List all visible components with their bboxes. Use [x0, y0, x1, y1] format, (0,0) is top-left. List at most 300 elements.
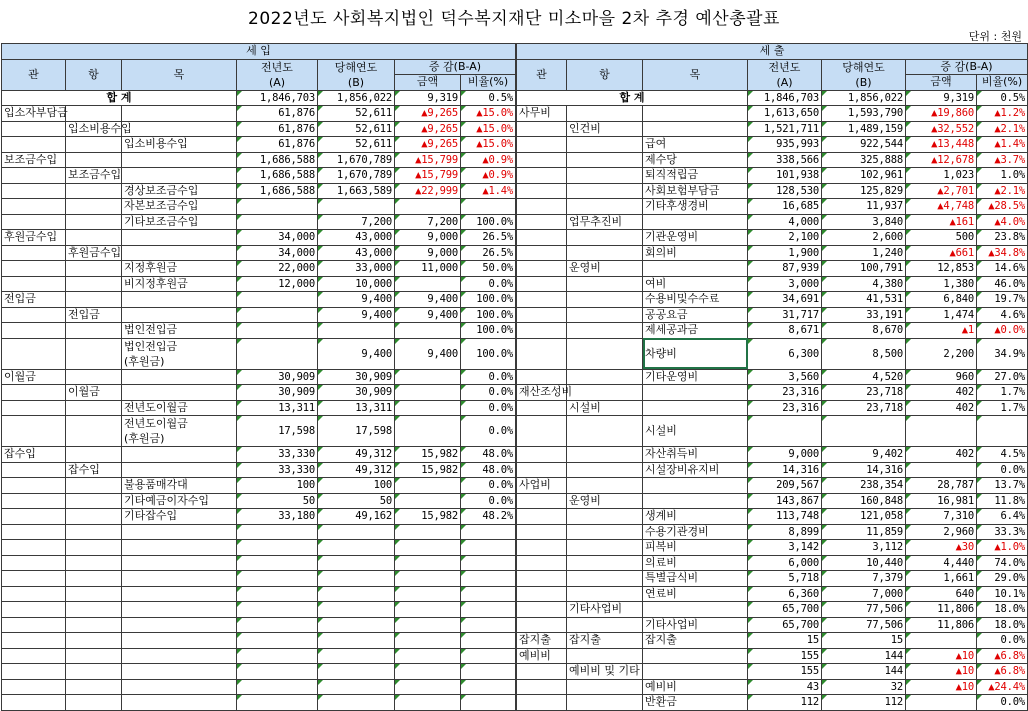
gwan-cell[interactable]	[2, 555, 66, 571]
mok-cell[interactable]: 입소비용수입	[122, 137, 237, 153]
curr-year-cell[interactable]	[318, 323, 395, 339]
prev-year-cell[interactable]	[237, 617, 318, 633]
hang-cell[interactable]	[567, 230, 643, 246]
gwan-cell[interactable]	[517, 183, 567, 199]
hang-cell[interactable]	[66, 617, 122, 633]
mok-cell[interactable]	[643, 664, 748, 680]
change-amount-cell[interactable]	[395, 493, 461, 509]
change-amount-cell[interactable]	[395, 400, 461, 416]
prev-year-cell[interactable]: 6,300	[748, 338, 822, 369]
curr-year-cell[interactable]: 30,909	[318, 369, 395, 385]
change-ratio-cell[interactable]: 100.0%	[461, 214, 516, 230]
curr-year-cell[interactable]: 9,400	[318, 292, 395, 308]
change-ratio-cell[interactable]: 11.8%	[977, 493, 1028, 509]
change-ratio-cell[interactable]: ▲34.8%	[977, 245, 1028, 261]
change-ratio-cell[interactable]: ▲6.8%	[977, 664, 1028, 680]
prev-year-cell[interactable]	[237, 540, 318, 556]
change-ratio-cell[interactable]: ▲15.0%	[461, 106, 516, 122]
change-ratio-cell[interactable]: 0.0%	[461, 385, 516, 401]
curr-year-cell[interactable]: 33,000	[318, 261, 395, 277]
mok-cell[interactable]: 비지정후원금	[122, 276, 237, 292]
curr-year-cell[interactable]	[318, 571, 395, 587]
change-ratio-cell[interactable]: ▲2.1%	[977, 121, 1028, 137]
mok-cell[interactable]: 의료비	[643, 555, 748, 571]
change-amount-cell[interactable]: 1,474	[906, 307, 977, 323]
prev-year-cell[interactable]: 5,718	[748, 571, 822, 587]
change-amount-cell[interactable]: 9,400	[395, 338, 461, 369]
prev-year-cell[interactable]: 112	[748, 695, 822, 711]
curr-year-cell[interactable]: 4,380	[822, 276, 906, 292]
prev-year-cell[interactable]	[237, 695, 318, 711]
gwan-cell[interactable]	[517, 230, 567, 246]
hang-cell[interactable]	[66, 292, 122, 308]
total-label-cell[interactable]: 합 계	[517, 90, 748, 106]
mok-cell[interactable]: 법인전입금 (후원금)	[122, 338, 237, 369]
prev-year-cell[interactable]	[237, 338, 318, 369]
gwan-cell[interactable]	[2, 338, 66, 369]
change-amount-cell[interactable]	[395, 276, 461, 292]
prev-year-cell[interactable]	[237, 664, 318, 680]
curr-year-cell[interactable]	[318, 679, 395, 695]
mok-cell[interactable]	[122, 555, 237, 571]
hang-cell[interactable]	[66, 416, 122, 447]
mok-cell[interactable]: 기타사업비	[643, 617, 748, 633]
change-ratio-cell[interactable]: ▲1.2%	[977, 106, 1028, 122]
mok-cell[interactable]: 특별급식비	[643, 571, 748, 587]
gwan-cell[interactable]	[517, 214, 567, 230]
curr-year-cell[interactable]: 3,112	[822, 540, 906, 556]
mok-cell[interactable]: 급여	[643, 137, 748, 153]
prev-year-cell[interactable]: 23,316	[748, 385, 822, 401]
mok-cell[interactable]: 경상보조금수입	[122, 183, 237, 199]
change-ratio-cell[interactable]: 100.0%	[461, 338, 516, 369]
hang-cell[interactable]	[567, 199, 643, 215]
change-ratio-cell[interactable]	[461, 648, 516, 664]
change-amount-cell[interactable]: ▲1	[906, 323, 977, 339]
change-ratio-cell[interactable]: 100.0%	[461, 323, 516, 339]
change-ratio-cell[interactable]: 48.0%	[461, 447, 516, 463]
prev-year-cell[interactable]: 6,360	[748, 586, 822, 602]
hang-cell[interactable]: 운영비	[567, 261, 643, 277]
hang-cell[interactable]	[66, 447, 122, 463]
prev-year-cell[interactable]	[237, 214, 318, 230]
prev-year-cell[interactable]	[748, 416, 822, 447]
curr-year-cell[interactable]: 8,670	[822, 323, 906, 339]
mok-cell[interactable]: 수용비및수수료	[643, 292, 748, 308]
gwan-cell[interactable]	[517, 695, 567, 711]
change-amount-cell[interactable]: 11,806	[906, 602, 977, 618]
gwan-cell[interactable]	[517, 261, 567, 277]
change-amount-cell[interactable]: ▲10	[906, 648, 977, 664]
curr-year-cell[interactable]	[318, 633, 395, 649]
hang-cell[interactable]: 시설비	[567, 400, 643, 416]
hang-cell[interactable]	[567, 307, 643, 323]
curr-year-cell[interactable]: 15	[822, 633, 906, 649]
prev-year-cell[interactable]: 3,560	[748, 369, 822, 385]
change-amount-cell[interactable]: 9,319	[906, 90, 977, 106]
change-amount-cell[interactable]: ▲661	[906, 245, 977, 261]
change-ratio-cell[interactable]: 4.6%	[977, 307, 1028, 323]
hang-cell[interactable]	[66, 493, 122, 509]
change-ratio-cell[interactable]: 34.9%	[977, 338, 1028, 369]
change-ratio-cell[interactable]	[461, 695, 516, 711]
mok-cell[interactable]	[122, 602, 237, 618]
hang-cell[interactable]	[66, 524, 122, 540]
prev-year-cell[interactable]: 338,566	[748, 152, 822, 168]
change-ratio-cell[interactable]: 100.0%	[461, 292, 516, 308]
gwan-cell[interactable]: 예비비	[517, 648, 567, 664]
mok-cell[interactable]: 여비	[643, 276, 748, 292]
mok-cell[interactable]	[122, 664, 237, 680]
prev-year-cell[interactable]: 30,909	[237, 385, 318, 401]
hang-cell[interactable]	[567, 462, 643, 478]
change-ratio-cell[interactable]: ▲1.0%	[977, 540, 1028, 556]
change-amount-cell[interactable]: 402	[906, 447, 977, 463]
mok-cell[interactable]: 기타후생경비	[643, 199, 748, 215]
hang-cell[interactable]	[567, 338, 643, 369]
curr-year-cell[interactable]: 125,829	[822, 183, 906, 199]
hang-cell[interactable]: 운영비	[567, 493, 643, 509]
change-amount-cell[interactable]: ▲9,265	[395, 106, 461, 122]
mok-cell[interactable]	[122, 586, 237, 602]
mok-cell[interactable]	[122, 571, 237, 587]
prev-year-cell[interactable]: 155	[748, 664, 822, 680]
mok-cell[interactable]	[122, 695, 237, 711]
change-amount-cell[interactable]: ▲22,999	[395, 183, 461, 199]
curr-year-cell[interactable]: 14,316	[822, 462, 906, 478]
gwan-cell[interactable]	[2, 695, 66, 711]
total-label-cell[interactable]: 합 계	[2, 90, 237, 106]
hang-cell[interactable]	[66, 261, 122, 277]
curr-year-cell[interactable]: 49,312	[318, 447, 395, 463]
curr-year-cell[interactable]: 1,856,022	[822, 90, 906, 106]
gwan-cell[interactable]	[517, 338, 567, 369]
hang-cell[interactable]	[66, 586, 122, 602]
prev-year-cell[interactable]: 1,686,588	[237, 168, 318, 184]
curr-year-cell[interactable]: 1,593,790	[822, 106, 906, 122]
change-amount-cell[interactable]: 7,310	[906, 509, 977, 525]
curr-year-cell[interactable]: 13,311	[318, 400, 395, 416]
curr-year-cell[interactable]: 23,718	[822, 385, 906, 401]
hang-cell[interactable]: 기타사업비	[567, 602, 643, 618]
hang-cell[interactable]	[66, 633, 122, 649]
change-amount-cell[interactable]: ▲12,678	[906, 152, 977, 168]
hang-cell[interactable]	[567, 152, 643, 168]
hang-cell[interactable]: 업무추진비	[567, 214, 643, 230]
change-ratio-cell[interactable]	[461, 199, 516, 215]
mok-cell[interactable]: 제세공과금	[643, 323, 748, 339]
gwan-cell[interactable]: 사업비	[517, 478, 567, 494]
change-amount-cell[interactable]: ▲9,265	[395, 137, 461, 153]
hang-cell[interactable]	[66, 555, 122, 571]
prev-year-cell[interactable]	[237, 323, 318, 339]
change-amount-cell[interactable]	[395, 323, 461, 339]
change-amount-cell[interactable]: ▲161	[906, 214, 977, 230]
curr-year-cell[interactable]	[318, 602, 395, 618]
change-ratio-cell[interactable]: 100.0%	[461, 307, 516, 323]
hang-cell[interactable]	[567, 571, 643, 587]
mok-cell[interactable]: 자산취득비	[643, 447, 748, 463]
prev-year-cell[interactable]	[237, 633, 318, 649]
mok-cell[interactable]: 제수당	[643, 152, 748, 168]
gwan-cell[interactable]	[517, 199, 567, 215]
hang-cell[interactable]	[567, 183, 643, 199]
curr-year-cell[interactable]: 1,856,022	[318, 90, 395, 106]
prev-year-cell[interactable]: 22,000	[237, 261, 318, 277]
prev-year-cell[interactable]: 155	[748, 648, 822, 664]
change-ratio-cell[interactable]: ▲28.5%	[977, 199, 1028, 215]
curr-year-cell[interactable]: 49,162	[318, 509, 395, 525]
change-amount-cell[interactable]: 1,023	[906, 168, 977, 184]
prev-year-cell[interactable]: 16,685	[748, 199, 822, 215]
hang-cell[interactable]	[66, 602, 122, 618]
change-ratio-cell[interactable]: ▲1.4%	[977, 137, 1028, 153]
change-amount-cell[interactable]	[395, 524, 461, 540]
mok-cell[interactable]	[643, 106, 748, 122]
change-amount-cell[interactable]: 15,982	[395, 509, 461, 525]
change-ratio-cell[interactable]: 46.0%	[977, 276, 1028, 292]
change-amount-cell[interactable]: ▲15,799	[395, 152, 461, 168]
curr-year-cell[interactable]: 7,379	[822, 571, 906, 587]
hang-cell[interactable]	[66, 509, 122, 525]
curr-year-cell[interactable]: 17,598	[318, 416, 395, 447]
change-amount-cell[interactable]: 402	[906, 385, 977, 401]
change-amount-cell[interactable]	[395, 199, 461, 215]
prev-year-cell[interactable]: 61,876	[237, 121, 318, 137]
change-ratio-cell[interactable]	[461, 586, 516, 602]
mok-cell[interactable]: 기타잡수입	[122, 509, 237, 525]
change-amount-cell[interactable]	[395, 385, 461, 401]
change-ratio-cell[interactable]: 0.5%	[461, 90, 516, 106]
mok-cell[interactable]	[643, 648, 748, 664]
mok-cell[interactable]: 시설비	[643, 416, 748, 447]
change-amount-cell[interactable]	[395, 586, 461, 602]
curr-year-cell[interactable]	[318, 617, 395, 633]
hang-cell[interactable]: 예비비 및 기타	[567, 664, 643, 680]
change-ratio-cell[interactable]: 48.2%	[461, 509, 516, 525]
change-amount-cell[interactable]	[395, 478, 461, 494]
mok-cell[interactable]: 지정후원금	[122, 261, 237, 277]
gwan-cell[interactable]	[2, 261, 66, 277]
curr-year-cell[interactable]: 43,000	[318, 245, 395, 261]
change-ratio-cell[interactable]: ▲15.0%	[461, 121, 516, 137]
hang-cell[interactable]	[567, 617, 643, 633]
change-ratio-cell[interactable]: ▲6.8%	[977, 648, 1028, 664]
hang-cell[interactable]	[66, 571, 122, 587]
prev-year-cell[interactable]	[237, 571, 318, 587]
mok-cell[interactable]: 시설장비유지비	[643, 462, 748, 478]
prev-year-cell[interactable]: 65,700	[748, 617, 822, 633]
prev-year-cell[interactable]	[237, 307, 318, 323]
hang-cell[interactable]: 잡지출	[567, 633, 643, 649]
change-amount-cell[interactable]: 11,000	[395, 261, 461, 277]
change-amount-cell[interactable]: 1,380	[906, 276, 977, 292]
change-amount-cell[interactable]	[395, 540, 461, 556]
change-ratio-cell[interactable]: 50.0%	[461, 261, 516, 277]
gwan-cell[interactable]	[2, 602, 66, 618]
change-ratio-cell[interactable]: 0.0%	[977, 462, 1028, 478]
mok-cell[interactable]: 기타보조금수입	[122, 214, 237, 230]
curr-year-cell[interactable]: 7,000	[822, 586, 906, 602]
mok-cell[interactable]: 연료비	[643, 586, 748, 602]
gwan-cell[interactable]	[517, 292, 567, 308]
curr-year-cell[interactable]: 100,791	[822, 261, 906, 277]
curr-year-cell[interactable]: 49,312	[318, 462, 395, 478]
hang-cell[interactable]	[66, 230, 122, 246]
change-ratio-cell[interactable]: ▲0.9%	[461, 168, 516, 184]
change-amount-cell[interactable]	[395, 416, 461, 447]
curr-year-cell[interactable]: 32	[822, 679, 906, 695]
mok-cell[interactable]: 피복비	[643, 540, 748, 556]
change-ratio-cell[interactable]	[461, 602, 516, 618]
prev-year-cell[interactable]: 61,876	[237, 137, 318, 153]
mok-cell[interactable]	[643, 493, 748, 509]
change-ratio-cell[interactable]: 26.5%	[461, 230, 516, 246]
change-amount-cell[interactable]	[395, 369, 461, 385]
gwan-cell[interactable]	[517, 400, 567, 416]
hang-cell[interactable]	[567, 276, 643, 292]
hang-cell[interactable]	[567, 524, 643, 540]
mok-cell[interactable]	[643, 214, 748, 230]
hang-cell[interactable]	[567, 385, 643, 401]
hang-cell[interactable]	[567, 478, 643, 494]
change-amount-cell[interactable]: 12,853	[906, 261, 977, 277]
gwan-cell[interactable]	[2, 617, 66, 633]
hang-cell[interactable]	[66, 679, 122, 695]
change-ratio-cell[interactable]: 0.0%	[461, 369, 516, 385]
curr-year-cell[interactable]: 9,400	[318, 338, 395, 369]
curr-year-cell[interactable]: 2,600	[822, 230, 906, 246]
change-ratio-cell[interactable]: 19.7%	[977, 292, 1028, 308]
mok-cell[interactable]	[122, 633, 237, 649]
change-amount-cell[interactable]: ▲32,552	[906, 121, 977, 137]
curr-year-cell[interactable]: 9,402	[822, 447, 906, 463]
prev-year-cell[interactable]: 101,938	[748, 168, 822, 184]
mok-cell[interactable]: 수용기관경비	[643, 524, 748, 540]
hang-cell[interactable]	[66, 214, 122, 230]
hang-cell[interactable]	[66, 183, 122, 199]
hang-cell[interactable]: 인건비	[567, 121, 643, 137]
gwan-cell[interactable]	[2, 245, 66, 261]
change-ratio-cell[interactable]: 1.7%	[977, 385, 1028, 401]
hang-cell[interactable]	[567, 679, 643, 695]
curr-year-cell[interactable]: 7,200	[318, 214, 395, 230]
hang-cell[interactable]	[567, 416, 643, 447]
change-amount-cell[interactable]: ▲9,265	[395, 121, 461, 137]
mok-cell[interactable]: 기타운영비	[643, 369, 748, 385]
change-ratio-cell[interactable]: 18.0%	[977, 602, 1028, 618]
curr-year-cell[interactable]	[318, 695, 395, 711]
hang-cell[interactable]	[66, 199, 122, 215]
hang-cell[interactable]	[66, 323, 122, 339]
change-ratio-cell[interactable]: 1.7%	[977, 400, 1028, 416]
change-amount-cell[interactable]: 9,319	[395, 90, 461, 106]
prev-year-cell[interactable]: 65,700	[748, 602, 822, 618]
curr-year-cell[interactable]: 102,961	[822, 168, 906, 184]
change-ratio-cell[interactable]	[461, 555, 516, 571]
gwan-cell[interactable]	[2, 214, 66, 230]
curr-year-cell[interactable]: 160,848	[822, 493, 906, 509]
mok-cell[interactable]: 기관운영비	[643, 230, 748, 246]
change-amount-cell[interactable]	[906, 633, 977, 649]
change-ratio-cell[interactable]: 0.0%	[461, 276, 516, 292]
gwan-cell[interactable]	[2, 509, 66, 525]
gwan-cell[interactable]	[2, 462, 66, 478]
curr-year-cell[interactable]: 144	[822, 664, 906, 680]
hang-cell[interactable]	[66, 276, 122, 292]
mok-cell[interactable]	[122, 617, 237, 633]
curr-year-cell[interactable]: 325,888	[822, 152, 906, 168]
mok-cell[interactable]	[122, 168, 237, 184]
change-amount-cell[interactable]: 28,787	[906, 478, 977, 494]
prev-year-cell[interactable]: 1,846,703	[748, 90, 822, 106]
change-ratio-cell[interactable]: 6.4%	[977, 509, 1028, 525]
prev-year-cell[interactable]: 113,748	[748, 509, 822, 525]
curr-year-cell[interactable]	[318, 540, 395, 556]
curr-year-cell[interactable]: 52,611	[318, 106, 395, 122]
curr-year-cell[interactable]: 52,611	[318, 121, 395, 137]
prev-year-cell[interactable]: 87,939	[748, 261, 822, 277]
gwan-cell[interactable]	[517, 137, 567, 153]
change-amount-cell[interactable]	[395, 633, 461, 649]
prev-year-cell[interactable]: 33,330	[237, 462, 318, 478]
prev-year-cell[interactable]: 31,717	[748, 307, 822, 323]
gwan-cell[interactable]	[517, 323, 567, 339]
gwan-cell[interactable]	[517, 664, 567, 680]
gwan-cell[interactable]	[517, 245, 567, 261]
prev-year-cell[interactable]: 2,100	[748, 230, 822, 246]
gwan-cell[interactable]	[517, 555, 567, 571]
mok-cell[interactable]	[122, 152, 237, 168]
change-ratio-cell[interactable]: ▲2.1%	[977, 183, 1028, 199]
gwan-cell[interactable]	[517, 121, 567, 137]
change-ratio-cell[interactable]: 48.0%	[461, 462, 516, 478]
prev-year-cell[interactable]	[237, 555, 318, 571]
curr-year-cell[interactable]: 121,058	[822, 509, 906, 525]
mok-cell[interactable]: 전년도이월금 (후원금)	[122, 416, 237, 447]
prev-year-cell[interactable]	[237, 586, 318, 602]
prev-year-cell[interactable]: 1,846,703	[237, 90, 318, 106]
change-amount-cell[interactable]: 500	[906, 230, 977, 246]
gwan-cell[interactable]	[517, 679, 567, 695]
prev-year-cell[interactable]: 23,316	[748, 400, 822, 416]
curr-year-cell[interactable]: 30,909	[318, 385, 395, 401]
gwan-cell[interactable]	[2, 137, 66, 153]
mok-cell[interactable]: 예비비	[643, 679, 748, 695]
change-amount-cell[interactable]: 6,840	[906, 292, 977, 308]
gwan-cell[interactable]	[2, 648, 66, 664]
change-amount-cell[interactable]: 16,981	[906, 493, 977, 509]
change-ratio-cell[interactable]: 74.0%	[977, 555, 1028, 571]
hang-cell[interactable]	[66, 400, 122, 416]
gwan-cell[interactable]	[517, 586, 567, 602]
curr-year-cell[interactable]: 11,937	[822, 199, 906, 215]
gwan-cell[interactable]: 재산조성비	[517, 385, 567, 401]
prev-year-cell[interactable]: 14,316	[748, 462, 822, 478]
change-ratio-cell[interactable]: ▲1.4%	[461, 183, 516, 199]
mok-cell[interactable]: 전년도이월금	[122, 400, 237, 416]
change-ratio-cell[interactable]: ▲24.4%	[977, 679, 1028, 695]
change-ratio-cell[interactable]	[461, 664, 516, 680]
hang-cell[interactable]	[567, 648, 643, 664]
hang-cell[interactable]: 후원금수입	[66, 245, 122, 261]
hang-cell[interactable]	[66, 648, 122, 664]
mok-cell[interactable]	[122, 292, 237, 308]
curr-year-cell[interactable]: 33,191	[822, 307, 906, 323]
gwan-cell[interactable]	[2, 323, 66, 339]
curr-year-cell[interactable]	[318, 199, 395, 215]
change-ratio-cell[interactable]: 18.0%	[977, 617, 1028, 633]
